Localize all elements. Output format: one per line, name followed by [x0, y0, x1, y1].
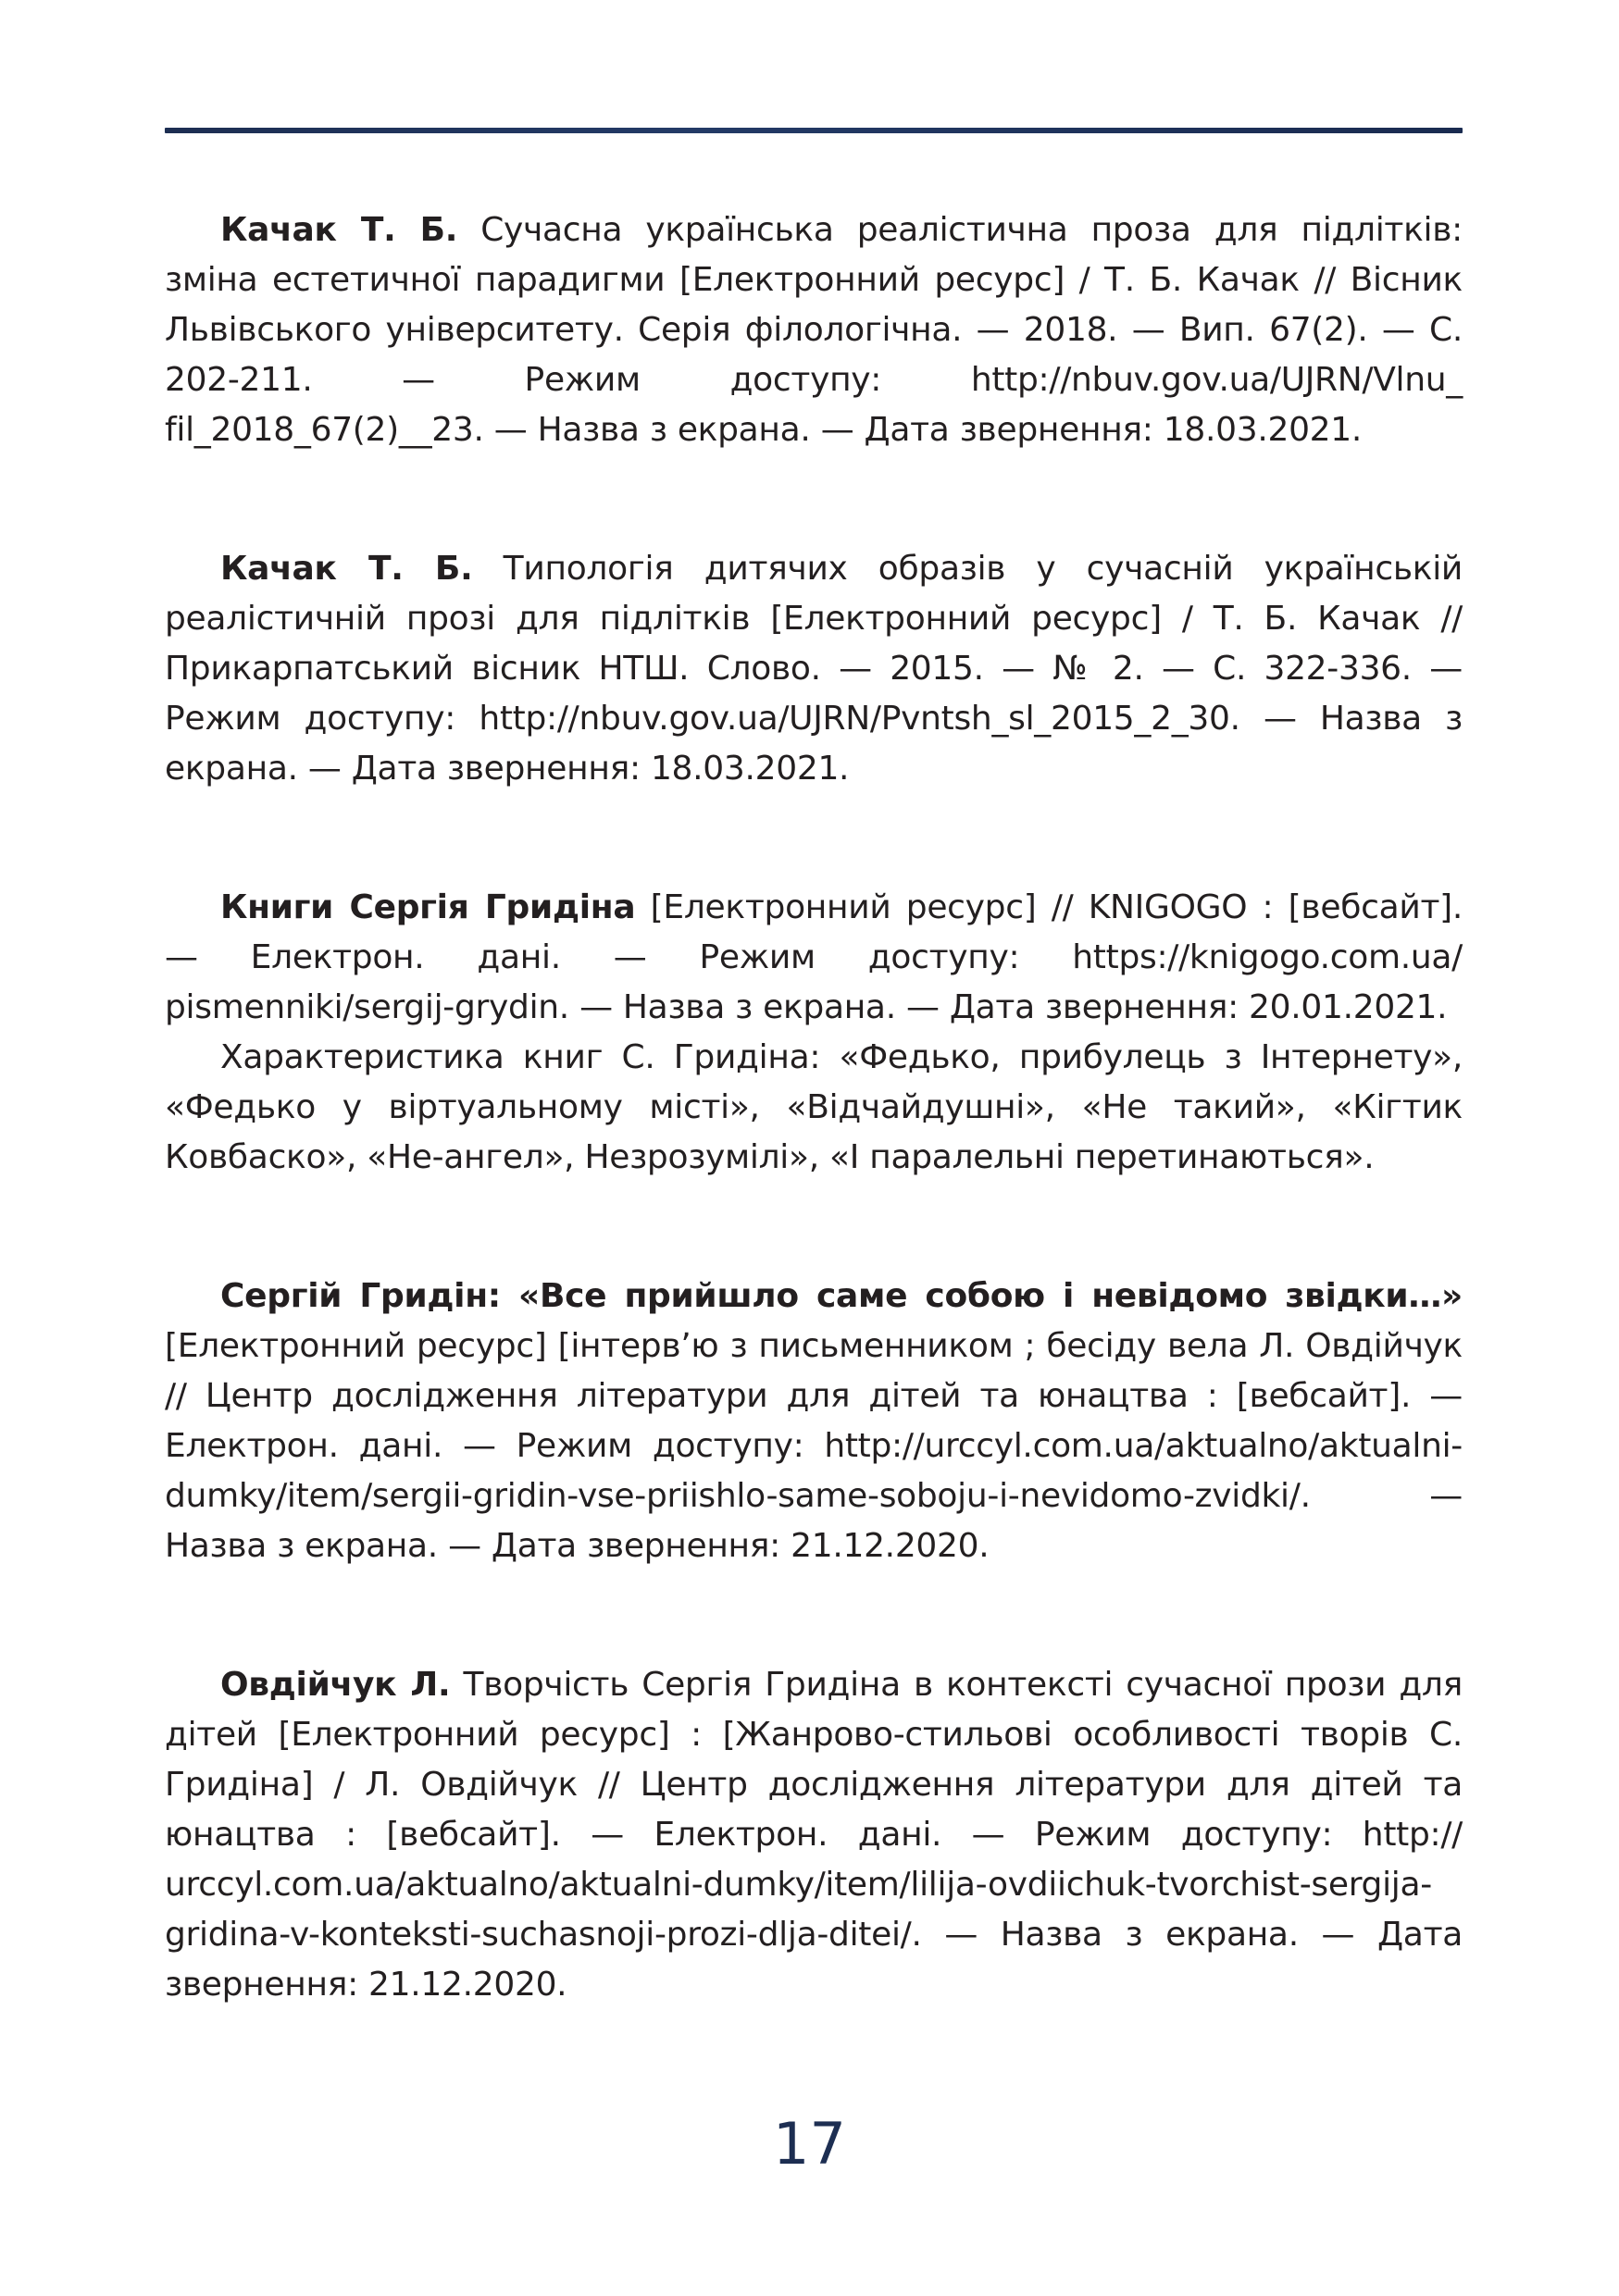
entry-author: Книги Сергія Гридіна: [220, 888, 636, 926]
bibliography-list: [165, 205, 1463, 2099]
entry-text: [Електронний ресурс] // KNIGOGO : [вебсайт]. — Електрон. дані. — Режим доступу: https://knigogo.com.ua/ pismenniki/sergij-grydin. — Назва з екрана. — Дата звернення: 20.01.2021.: [165, 888, 1463, 1026]
entry-paragraph: [165, 883, 1463, 1033]
entry-author: Качак Т. Б.: [220, 211, 458, 249]
entry-text: Творчість Сергія Гридіна в контексті сучасної прози для дітей [Електронний ресурс] : [Жанрово-стильові особливості творів С. Гридіна] / Л. Овдійчук // Центр дослідження літератури для дітей та юнацтва : [вебсайт]. — Електрон. дані. — Режим доступу: http:// urccyl.com.ua/aktualno/aktualni-dumky/item/lilija-ovdiichuk-tvorchist-sergija-gridina-v-konteksti-suchasnoji-prozi-dlja-ditei/. — Назва з екрана. — Дата звернення: 21.12.2020.: [165, 1666, 1463, 2004]
entry-author: Овдійчук Л.: [220, 1666, 451, 1704]
bibliography-entry: [165, 544, 1463, 794]
entry-paragraph: [165, 1660, 1463, 2010]
entry-paragraph: [165, 544, 1463, 794]
entry-text: Сучасна українська реалістична проза для підлітків: зміна естетичної парадигми [Електронний ресурс] / Т. Б. Качак // Вісник Львівського університету. Серія філологічна. — 2018. — Вип. 67(2). — С. 202-211. — Режим доступу: http://nbuv.gov.ua/UJRN/Vlnu_ fil_2018_67(2)__23. — Назва з екрана. — Дата звернення: 18.03.2021.: [165, 211, 1463, 449]
entry-paragraph: [165, 1272, 1463, 1571]
entry-author: Качак Т. Б.: [220, 550, 473, 588]
header-rule: [165, 128, 1463, 133]
bibliography-entry: [165, 1660, 1463, 2010]
entry-author: Сергій Гридін: «Все прийшло саме собою і невідомо звідки…»: [220, 1277, 1463, 1315]
entry-paragraph: [165, 205, 1463, 455]
bibliography-entry: [165, 883, 1463, 1183]
bibliography-entry: [165, 1272, 1463, 1571]
entry-text: Типологія дитячих образів у сучасній українській реалістичній прозі для підлітків [Електронний ресурс] / Т. Б. Качак // Прикарпатський вісник НТШ. Слово. — 2015. — № 2. — С. 322-336. — Режим доступу: http://nbuv.gov.ua/UJRN/Pvntsh_sl_2015_2_30. — Назва з екрана. — Дата звернення: 18.03.2021.: [165, 550, 1463, 788]
entry-annotation: Характеристика книг С. Гридіна: «Федько, прибулець з Інтернету», «Федько у віртуальному місті», «Відчайдушні», «Не такий», «Кігтик Ковбаско», «Не-ангел», Незрозумілі», «І паралельні перетинаються».: [165, 1038, 1463, 1176]
page-number: 17: [773, 2110, 846, 2178]
bibliography-entry: [165, 205, 1463, 455]
entry-text: [Електронний ресурс] [інтерв’ю з письменником ; бесіду вела Л. Овдійчук // Центр дослідження літератури для дітей та юнацтва : [вебсайт]. — Електрон. дані. — Режим доступу: http://urccyl.com.ua/aktualno/aktualni-dumky/item/sergii-gridin-vse-priishlo-same-soboju-i-nevidomo-zvidki/. — Назва з екрана. — Дата звернення: 21.12.2020.: [165, 1327, 1463, 1565]
